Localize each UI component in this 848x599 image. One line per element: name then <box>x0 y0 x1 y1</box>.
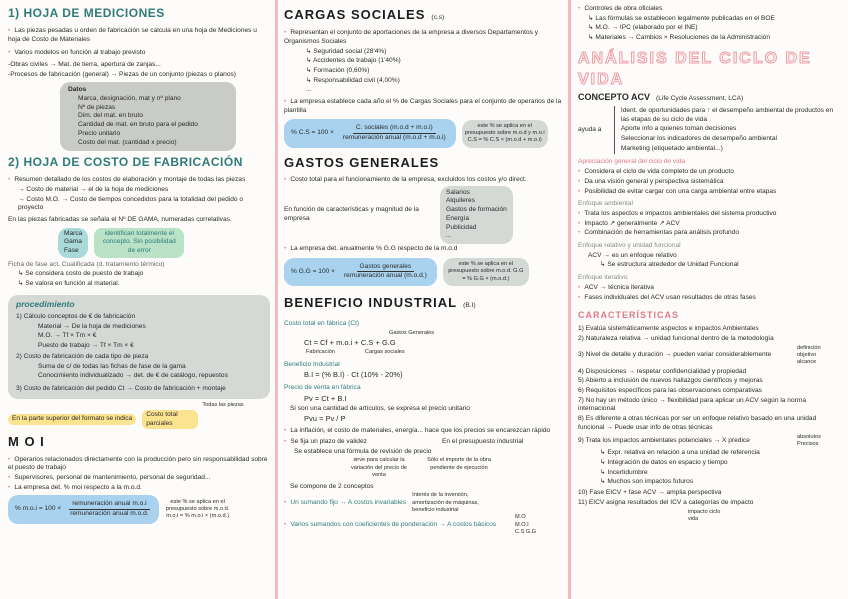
mo-ipc-text: ↳ M.O. → IPC (elaborado por el INE) <box>588 24 698 32</box>
todas-piezas-note: Todas las piezas <box>202 401 244 408</box>
gg-formula-side-note: este % se aplica en el presupuesto sobre m.o.d. G.G = % G.G × (m.o.d.) <box>443 258 529 286</box>
apreciacion-item: • Posibilidad de evitar cargar con una carga ambiental entre etapas <box>578 188 840 197</box>
ayuda-item: Ident. de oportunidades para ↑ el desempeño ambiental de productos en las etapas de su ciclo de vida <box>620 106 834 123</box>
obras-civiles-text: -Obras civiles → Mat. de tierra, apertura de zanjas... <box>8 60 161 68</box>
hoja-mediciones-heading: 1) HOJA DE MEDICIONES <box>8 6 165 20</box>
ct-formula-notes <box>306 349 562 356</box>
gg-formula-lhs: % G.G = 100 × <box>291 267 335 275</box>
beneficio-title-row <box>284 292 562 316</box>
gastos-detail-row <box>284 186 562 244</box>
proc-step-2: 2) Costo de fabricación de cada tipo de pieza <box>16 352 149 360</box>
presupuesto-industrial-text: En el presupuesto industrial <box>442 438 524 446</box>
datos-item: Cantidad de mat. en bruto para el pedido <box>78 121 198 129</box>
datos-item: Marca, designación, mat y nº plano <box>78 95 181 103</box>
enfoque-iterativo-heading: Enfoque iterativo <box>578 274 628 282</box>
gastos-text-1: • Costo total para el funcionamiento de la empresa, excluidos los costos y/o direct. <box>284 176 562 185</box>
ayuda-label: ayuda a <box>578 125 602 133</box>
enfoque-ambiental-heading: Enfoque ambiental <box>578 200 633 208</box>
gastos-generales-note: Gastos Generales <box>389 329 435 336</box>
pvu-formula: Pvu = Pv / P <box>304 414 346 424</box>
caracteristica-item: 4) Disposiciones → respetar confidencialidad y propiedad <box>578 367 747 375</box>
costos-invariables-note: Interés de la inversión, amortización de máquinas, beneficio industrial <box>412 492 479 514</box>
materiales-cambios-text: ↳ Materiales → Cambios × Resoluciones de la Administración <box>588 34 770 42</box>
datos-box <box>60 82 236 151</box>
parte-superior-row <box>8 410 270 429</box>
precio-venta-label: Precio de venta en fábrica <box>284 384 361 392</box>
gastos-items-box <box>440 186 513 244</box>
proc-step-1: 1) Cálculo conceptos de € de fabricación <box>16 313 136 321</box>
inflacion-text: • La inflación, el costo de materiales, energía... hace que los precios se encarezcan rápido <box>284 427 562 436</box>
gg-formula-row <box>284 258 562 286</box>
ficha-line-1: ↳ Se considera costo de puesto de trabajo <box>18 270 144 278</box>
apreciacion-item: • Considera el ciclo de vida completo de un producto <box>578 168 840 177</box>
column-divider-right <box>568 0 571 599</box>
varios-sumandos-text: • Varios sumandos con coeficientes de ponderación → A costos básicos <box>284 521 509 530</box>
enfoque-relativo-line-2: ↳ Se estructura alrededor de Unidad Funcional <box>600 261 739 269</box>
cargas-sociales-heading: CARGAS SOCIALES <box>284 7 426 22</box>
cargas-sociales-note: Cargas sociales <box>364 349 405 356</box>
gama-label: Fase <box>64 247 79 255</box>
enfoque-relativo-heading: Enfoque relativo y unidad funcional <box>578 242 681 250</box>
varios-sumandos-row <box>284 514 562 536</box>
cs-formula-row <box>284 119 562 147</box>
hoja-costo-heading: 2) HOJA DE COSTO DE FABRICACIÓN <box>8 155 243 170</box>
costo-mo-line: → Costo M.O. → Costo de tiempos concedidos para la totalidad del pedido o proyecto <box>18 195 244 212</box>
caracteristica-9-sub: ↳ Expr. relativa en relación a una unidad de referencia <box>600 449 760 457</box>
dos-conceptos-text: Se compone de 2 conceptos <box>290 482 374 490</box>
fabricacion-note: Fabricación <box>306 349 335 356</box>
plazo-left <box>284 437 434 457</box>
gastos-item: Energía <box>446 214 470 222</box>
ficha-fase-text: Ficha de fase act. Cualificada (d. tratamiento térmico) <box>8 260 165 268</box>
gastos-generales-heading: GASTOS GENERALES <box>284 154 440 170</box>
apreciacion-item: • Da una visión general y perspectiva sistemática <box>578 178 840 187</box>
datos-item: Precio unitario <box>78 129 121 137</box>
proc-step-1c: Puesto de trabajo → Tf × Tm × € <box>38 342 134 350</box>
enfoque-ambiental-item: • Impacto ↗ generalmente ↗ ACV <box>578 220 840 229</box>
pv-formula: Pv = Ct + B.I <box>304 393 347 403</box>
moi-text-1: • Operarios relacionados directamente con la producción pero sin responsabilidad sobre el puesto de trabajo <box>8 456 270 473</box>
caracteristica-9-sub: ↳ Integración de datos en espacio y tiempo <box>600 459 728 467</box>
procesos-fabricacion-text: -Procesos de fabricación (general) → Piezas de un conjunto (piezas o planos) <box>8 70 236 78</box>
moi-formula-fraction <box>67 500 151 518</box>
revision-note-2: Sólo el importe de la obra pendiente de ejecución <box>427 457 491 471</box>
cs-formula-side-note: este % se aplica en el presupuesto sobre m.o.d y m.o.i C.S = % C.S × (m.o.d + m.o.i) <box>462 120 548 148</box>
caracteristica-item: 7) No hay un método único → flexibilidad para aplicar un ACV según la norma internacional <box>578 396 806 413</box>
gama-labels-box <box>58 228 88 258</box>
resumen-text: • Resumen detallado de los costos de elaboración y montaje de todas las piezas <box>8 176 270 185</box>
revision-notes-row <box>344 457 562 479</box>
cargas-item: ↳ Seguridad social (28'4%) <box>306 47 387 55</box>
caracteristica-3-row <box>578 345 840 367</box>
enfoque-iterativo-item: • Fases individuales del ACV usan resultados de otras fases <box>578 294 840 303</box>
cargas-sociales-text-2: • La empresa establece cada año el % de Cargas Sociales para el conjunto de operarios de la plantilla <box>284 98 562 115</box>
cs-formula-fraction <box>340 124 449 142</box>
proc-step-2a: Suma de c/ de todas las fichas de fase de la gama <box>38 362 186 370</box>
enfoque-ambiental-item: • Trata los aspectos e impactos ambientales del sistema productivo <box>578 210 840 219</box>
ayuda-item: Aporte info a quienes toman decisiones <box>620 125 737 133</box>
formulas-boe-text: ↳ Las fórmulas se establecen legalmente publicadas en el BOE <box>588 14 775 22</box>
concepto-acv-tag: (Life Cycle Assessment, LCA) <box>656 95 744 103</box>
concepto-acv-row <box>578 92 840 104</box>
moi-heading: M O I <box>8 434 45 450</box>
beneficio-industrial-label: Beneficio Industrial <box>284 360 340 368</box>
datos-item: Costo del mat. (cantidad x precio) <box>78 138 177 146</box>
enfoque-iterativo-item: • ACV → técnica iterativa <box>578 284 840 293</box>
costo-material-line: → Costo de material → el de la hoja de mediciones <box>18 185 169 193</box>
modelos-text: • Varios modelos en función al trabajo previsto <box>8 49 270 58</box>
cs-formula-denominator: remuneración anual (m.o.d + m.o.i) <box>342 134 446 142</box>
column-1 <box>8 4 270 524</box>
caracteristica-item: 3) Nivel de detalle y duración → pueden variar considerablemente <box>578 351 772 359</box>
caracteristica-11-side: impacto ciclo vida <box>688 508 721 522</box>
caracteristica-9-row <box>578 434 840 449</box>
cargas-sociales-text: • Representan el conjunto de aportaciones de la empresa a diversos Departamentos y Organismos Sociales <box>284 29 562 46</box>
procedimiento-box <box>8 295 270 399</box>
gastos-item: Gastos de formación <box>446 206 507 214</box>
gastos-item: ... <box>446 232 452 240</box>
moi-formula-box <box>8 495 159 523</box>
ayuda-list <box>614 106 840 155</box>
caracteristica-9-sub: ↳ Incertidumbre <box>600 468 648 476</box>
cargas-item: ↳ Formación (0,60%) <box>306 66 370 74</box>
caracteristica-item: 1) Evalúa sistemáticamente aspectos e impactos Ambientales <box>578 325 759 333</box>
cargas-sociales-tag: (c.s) <box>431 14 445 21</box>
gg-formula-fraction <box>341 263 430 281</box>
piezas-gama-text: En las piezas fabricadas se señala el Nº DE GAMA, numeradas correlativas. <box>8 215 232 223</box>
ayuda-row <box>578 106 840 155</box>
proc-step-3: 3) Costo de fabricación del pedido Ct → Costo de fabricación + montaje <box>16 384 226 392</box>
controles-obra-text: • Controles de obra oficiales <box>578 5 840 14</box>
column-3 <box>578 4 840 523</box>
gastos-text-2: En función de características y magnitud de la empresa <box>284 206 419 222</box>
cs-formula-numerator: C. sociales (m.o.d + m.o.i) <box>353 124 436 134</box>
costos-basicos-note: M.O M.O.I C.S G.G <box>515 514 537 536</box>
gama-row <box>58 228 270 258</box>
caracteristica-item: 10) Fase EICV + fase ACV → amplia perspectiva <box>578 489 722 497</box>
column-divider-left <box>275 0 278 599</box>
datos-item: Dim. del mat. en bruto <box>78 112 143 120</box>
formula-revision-text: Se establece una fórmula de revisión de precio <box>294 447 432 455</box>
hoja-mediciones-text: • Las piezas pesadas u orden de fabricación se calcula en una hoja de Mediciones u hoja de Costo de Materiales <box>8 27 270 44</box>
caracteristica-item: 11) EICV asigna resultados del ICV a categorías de impacto <box>578 498 754 506</box>
proc-step-2b: Conocimiento individualizado → det. de € de catálogo, repuestos <box>38 372 228 380</box>
proc-step-1a: Material → De la hoja de mediciones <box>38 322 146 330</box>
moi-text-3: • La empresa det. % moi respecto a la m.o.d. <box>8 484 270 493</box>
proc-step-1b: M.O. → Tf × Tm × € <box>38 332 97 340</box>
cargas-item: ↳ Responsabilidad civil (4,00%) <box>306 76 400 84</box>
datos-item: Nº de piezas <box>78 103 116 111</box>
caracteristica-item: 8) Es diferente a otras técnicas por ser un enfoque relativo basado en una unidad funcional → Puede usar info de otras técnicas <box>578 415 817 431</box>
gama-note: identifican totalmente el concepto. Sin posibilidad de error <box>94 228 184 258</box>
moi-formula-row <box>8 495 270 523</box>
gg-formula-denominator: remuneración anual (m.o.d.) <box>343 272 427 280</box>
gg-formula-numerator: Gastos generales <box>357 263 415 273</box>
caracteristica-item: 9) Trata los impactos ambientales potenciales → X predice <box>578 436 750 444</box>
gastos-item: Salarios <box>446 188 470 196</box>
column-2 <box>284 4 562 537</box>
cs-formula-lhs: % C.S = 100 × <box>291 129 334 137</box>
gastos-item: Publicidad <box>446 223 477 231</box>
analisis-ciclo-vida-title: ANÁLISIS DEL CICLO DE VIDA <box>578 49 812 88</box>
moi-text-2: • Supervisores, personal de mantenimiento, personal de seguridad... <box>8 474 270 483</box>
ayuda-item: Seleccionar los indicadores de desempeño ambiental <box>620 135 778 143</box>
plazo-validez-text: • Se fija un plazo de validez <box>284 438 434 447</box>
plazo-row <box>284 437 562 457</box>
caracteristicas-heading: CARACTERÍSTICAS <box>578 310 680 321</box>
caracteristica-3-side: definición objetivo alcance <box>797 344 821 366</box>
gama-label: Marca <box>64 229 83 237</box>
gastos-text-3: • La empresa det. anualmente % G.G respecto de la m.o.d <box>284 245 562 254</box>
moi-formula-denominator: remuneración anual m.o.d. <box>70 510 149 518</box>
sumando-fijo-text: • Un sumando fijo → A costos invariables <box>284 499 406 508</box>
beneficio-industrial-heading: BENEFICIO INDUSTRIAL <box>284 295 458 311</box>
sumando-fijo-row <box>284 492 562 514</box>
procedimiento-title: procedimiento <box>16 298 75 309</box>
enfoque-ambiental-item: • Combinación de herramientas para análisis profundo <box>578 229 840 238</box>
beneficio-industrial-tag: (B.I) <box>463 302 476 310</box>
cargas-item: ↳ Accidentes de trabajo (1'40%) <box>306 57 401 65</box>
caracteristica-9-sub: ↳ Muchos son impactos futuros <box>600 478 694 486</box>
enfoque-relativo-line-1: ACV → es un enfoque relativo <box>588 251 677 259</box>
caracteristica-item: 2) Naturaleza relativa → unidad funcional dentro de la metodología <box>578 334 774 342</box>
ficha-line-2: ↳ Se valora en función al material. <box>18 280 120 288</box>
datos-title: Datos <box>68 86 87 94</box>
bi-formula: B.I = (% B.I) · Ct (10% - 20%) <box>304 370 403 380</box>
costo-total-parciales: Costo total parciales <box>142 410 198 429</box>
caracteristica-9-side: absolutos Precisos <box>797 433 821 447</box>
ayuda-item: Marketing (etiquetado ambiental...) <box>620 144 723 152</box>
gg-formula-box <box>284 258 437 286</box>
costo-total-fabrica-label: Costo total en fábrica (Ct) <box>284 320 360 328</box>
moi-formula-lhs: % m.o.i = 100 × <box>15 505 62 513</box>
caracteristica-item: 6) Requisitos específicos para las observaciones comparativas <box>578 387 762 395</box>
revision-note-1: sirve para calcular la variación del precio de venta <box>351 457 407 479</box>
moi-formula-numerator: remuneración anual m.o.i <box>69 500 149 510</box>
cs-formula-box <box>284 119 456 147</box>
cargas-item: ... <box>306 86 312 94</box>
gastos-item: Alquileres <box>446 197 475 205</box>
cargas-sociales-title-row <box>284 4 562 28</box>
cantidad-articulos-text: Si son una cantidad de artículos, se expresa el precio unitario <box>290 404 470 412</box>
apreciacion-heading: Apreciación general del ciclo de vida <box>578 158 686 166</box>
moi-formula-side-note: este % se aplica en el presupuesto sobre m.o.d. m.o.i = % m.o.i × (m.o.d.) <box>165 498 230 520</box>
concepto-acv-heading: CONCEPTO ACV <box>578 92 651 103</box>
gama-label: Gama <box>64 238 82 246</box>
parte-superior-text: En la parte superior del formato se indica <box>8 414 136 425</box>
ct-formula: Ct = Cf + m.o.i + C.S + G.G <box>304 338 396 348</box>
caracteristica-item: 5) Abierto a inclusión de nuevos hallazgos científicos y mejoras <box>578 377 763 385</box>
